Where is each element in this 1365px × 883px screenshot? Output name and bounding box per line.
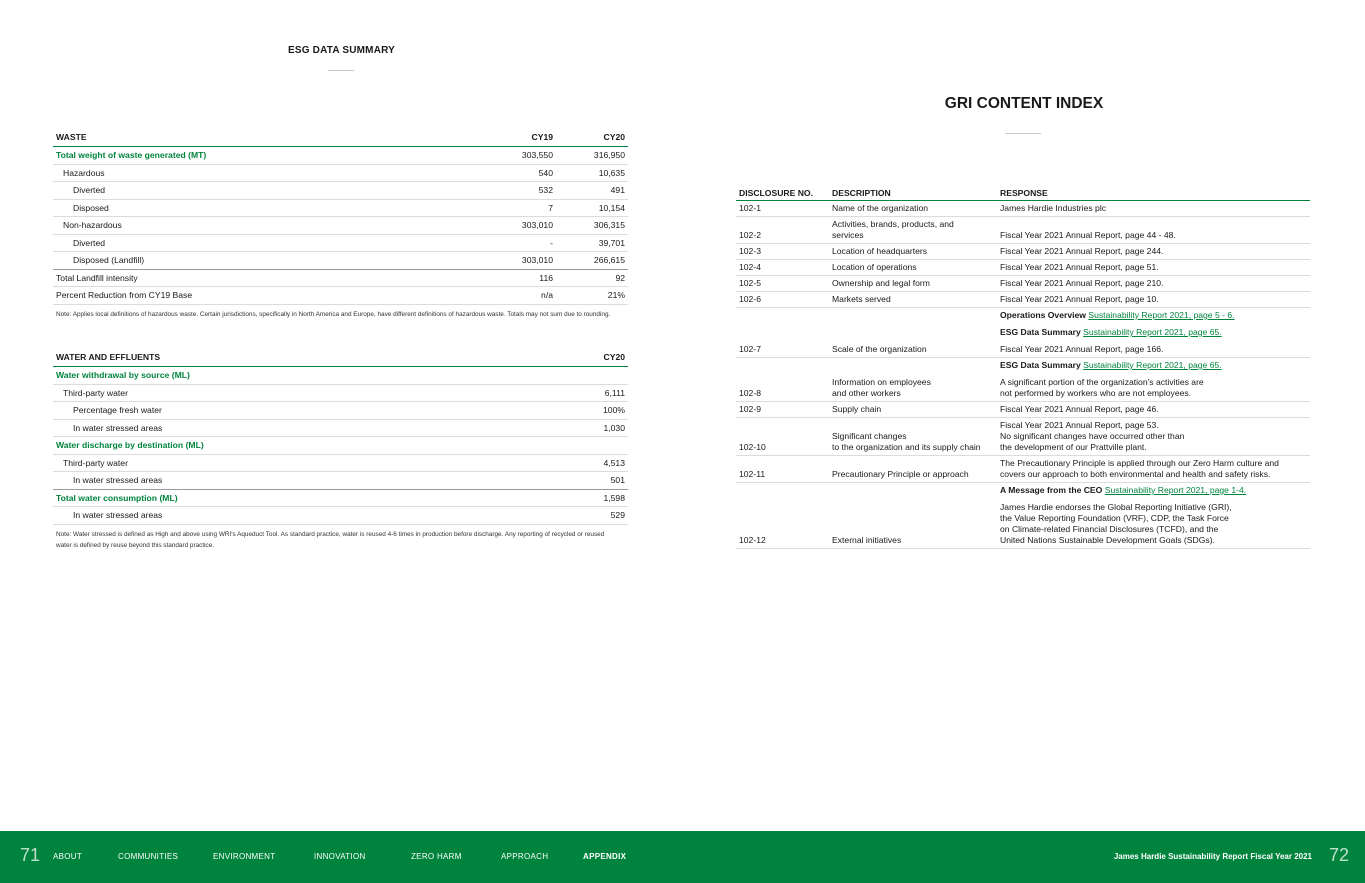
gri-response-line: No significant changes have occurred other than [1000, 431, 1185, 441]
nav-approach[interactable]: APPROACH [501, 852, 549, 861]
section-reference: Operations Overview [1000, 310, 1086, 320]
section-reference: ESG Data Summary [1000, 327, 1081, 337]
gri-row [736, 418, 1310, 456]
gri-response [997, 292, 1310, 308]
row-cy20: 501 [556, 472, 628, 490]
gri-response [997, 456, 1310, 483]
gri-table [736, 185, 1310, 549]
row-cy19: 303,010 [483, 252, 556, 270]
row-label: Total weight of waste generated (MT) [53, 147, 483, 165]
row-label: Disposed [53, 199, 483, 217]
gri-description-line: Precautionary Principle or approach [832, 469, 969, 479]
title-divider [328, 70, 354, 71]
row-label: Water discharge by destination (ML) [53, 437, 556, 455]
gri-description [829, 217, 997, 244]
gri-response-line: United Nations Sustainable Development Goals (SDGs). [1000, 535, 1215, 545]
row-cy20: 6,111 [556, 384, 628, 402]
waste-header-label: WASTE [56, 132, 87, 142]
gri-response-line: Fiscal Year 2021 Annual Report, page 53. [1000, 420, 1159, 430]
table-row [53, 472, 628, 490]
gri-response-line: A significant portion of the organization's activities are [1000, 377, 1204, 387]
gri-response-line [1000, 360, 1307, 371]
waste-header-row [53, 128, 628, 147]
gri-description-line: Significant changes [832, 431, 907, 441]
gri-disclosure-no: 102-8 [736, 358, 829, 402]
gri-response-line: James Hardie Industries plc [1000, 203, 1107, 213]
row-label: In water stressed areas [53, 472, 556, 490]
gri-response [997, 402, 1310, 418]
row-cy20: 1,598 [556, 489, 628, 507]
gri-row [736, 276, 1310, 292]
gri-description [829, 260, 997, 276]
gri-description-line: Ownership and legal form [832, 278, 930, 288]
footer-nav-bar [0, 831, 1365, 883]
row-cy19: 532 [483, 182, 556, 200]
nav-appendix[interactable]: APPENDIX [583, 852, 627, 861]
report-link[interactable]: Sustainability Report 2021, page 65. [1083, 360, 1222, 370]
gri-disclosure-no: 102-9 [736, 402, 829, 418]
row-cy20: 529 [556, 507, 628, 525]
gri-description [829, 358, 997, 402]
row-cy19: 540 [483, 164, 556, 182]
table-row [53, 217, 628, 235]
row-label: Diverted [53, 234, 483, 252]
table-row [53, 269, 628, 287]
gri-disclosure-no: 102-5 [736, 276, 829, 292]
table-row [53, 454, 628, 472]
table-row [53, 489, 628, 507]
table-row [53, 402, 628, 420]
gri-header-desc: DESCRIPTION [832, 187, 891, 198]
gri-response-line: Fiscal Year 2021 Annual Report, page 51. [1000, 262, 1159, 272]
gri-response [997, 201, 1310, 217]
gri-header-no: DISCLOSURE NO. [739, 187, 814, 198]
row-label: Disposed (Landfill) [53, 252, 483, 270]
gri-description [829, 402, 997, 418]
water-note: Note: Water stressed is defined as High and above using WRI's Aqueduct Tool. As standard practice, water is reused 4-6 times in production before discharge. Any reporting of recycled or reused water is defined by reuse beyond this standard practice. [56, 531, 605, 549]
gri-response [997, 276, 1310, 292]
table-row [53, 164, 628, 182]
row-cy20: 10,635 [556, 164, 628, 182]
gri-description-line: to the organization and its supply chain [832, 442, 981, 452]
gri-response-line: Fiscal Year 2021 Annual Report, page 244. [1000, 246, 1164, 256]
gri-description [829, 418, 997, 456]
row-label: Non-hazardous [53, 217, 483, 235]
table-row [53, 234, 628, 252]
row-label: Percentage fresh water [53, 402, 556, 420]
nav-about[interactable]: ABOUT [53, 852, 83, 861]
table-row [53, 437, 628, 455]
gri-response-line: Fiscal Year 2021 Annual Report, page 166. [1000, 344, 1164, 354]
nav-innovation[interactable]: INNOVATION [314, 852, 366, 861]
gri-disclosure-no: 102-11 [736, 456, 829, 483]
row-cy20: 4,513 [556, 454, 628, 472]
gri-response-line: not performed by workers who are not employees. [1000, 388, 1192, 398]
row-label: Total Landfill intensity [53, 269, 483, 287]
nav-zero-harm[interactable]: ZERO HARM [411, 852, 462, 861]
table-row [53, 182, 628, 200]
gri-description-line: services [832, 230, 864, 240]
waste-note: Note: Applies local definitions of hazardous waste. Certain jurisdictions, specifically in North America and Europe, have different definitions of hazardous waste. Totals may not sum due to rounding. [56, 311, 611, 318]
gri-response-line: James Hardie endorses the Global Reporting Initiative (GRI), [1000, 502, 1232, 512]
water-header-cy20: CY20 [603, 352, 625, 362]
gri-header-resp: RESPONSE [1000, 187, 1048, 198]
row-cy19: - [483, 234, 556, 252]
row-cy20: 266,615 [556, 252, 628, 270]
table-row [53, 147, 628, 165]
gri-row [736, 483, 1310, 549]
gri-disclosure-no: 102-12 [736, 483, 829, 549]
gri-row [736, 244, 1310, 260]
row-cy20 [556, 367, 628, 385]
row-label: Hazardous [53, 164, 483, 182]
gri-description [829, 276, 997, 292]
gri-header-row [736, 185, 1310, 201]
gri-response [997, 217, 1310, 244]
gri-body [736, 201, 1310, 549]
gri-row [736, 292, 1310, 308]
gri-description-line: Information on employees [832, 377, 931, 387]
waste-header-cy19: CY19 [531, 132, 553, 142]
gri-response-line: covers our approach to both environmental and health and safety risks. [1000, 469, 1271, 479]
row-label: In water stressed areas [53, 507, 556, 525]
gri-description [829, 292, 997, 308]
row-cy20: 100% [556, 402, 628, 420]
table-row [53, 287, 628, 305]
row-label: Third-party water [53, 384, 556, 402]
gri-response-line [1000, 485, 1307, 496]
gri-row [736, 358, 1310, 402]
gri-response-line: Fiscal Year 2021 Annual Report, page 46. [1000, 404, 1159, 414]
gri-description [829, 244, 997, 260]
table-row [53, 199, 628, 217]
row-cy20: 10,154 [556, 199, 628, 217]
gri-disclosure-no: 102-1 [736, 201, 829, 217]
esg-summary-title: ESG DATA SUMMARY [287, 45, 396, 56]
gri-disclosure-no: 102-10 [736, 418, 829, 456]
row-cy19: 303,010 [483, 217, 556, 235]
waste-table [53, 128, 628, 305]
row-cy20: 306,315 [556, 217, 628, 235]
row-cy19: 7 [483, 199, 556, 217]
row-cy19: 116 [483, 269, 556, 287]
gri-description [829, 308, 997, 358]
gri-row [736, 260, 1310, 276]
gri-description [829, 201, 997, 217]
gri-response-line: on Climate-related Financial Disclosures (TCFD), and the [1000, 524, 1219, 534]
water-header-row [53, 348, 628, 367]
gri-response [997, 418, 1310, 456]
row-label: Percent Reduction from CY19 Base [53, 287, 483, 305]
table-row [53, 419, 628, 437]
report-title: James Hardie Sustainability Report Fiscal Year 2021 [1113, 852, 1312, 861]
gri-response-line [1000, 310, 1307, 321]
gri-row [736, 402, 1310, 418]
report-link[interactable]: Sustainability Report 2021, page 1-4. [1104, 485, 1247, 495]
row-cy20: 39,701 [556, 234, 628, 252]
water-header-label: WATER AND EFFLUENTS [56, 352, 161, 362]
gri-response [997, 244, 1310, 260]
gri-disclosure-no: 102-2 [736, 217, 829, 244]
gri-row [736, 201, 1310, 217]
gri-row [736, 308, 1310, 358]
gri-response [997, 358, 1310, 402]
row-label: Total water consumption (ML) [53, 489, 556, 507]
row-label: Third-party water [53, 454, 556, 472]
section-reference: ESG Data Summary [1000, 360, 1081, 370]
row-cy20: 21% [556, 287, 628, 305]
water-table [53, 348, 628, 525]
row-cy20: 1,030 [556, 419, 628, 437]
gri-description-line: Supply chain [832, 404, 882, 414]
gri-disclosure-no: 102-7 [736, 308, 829, 358]
report-link[interactable]: Sustainability Report 2021, page 65. [1083, 327, 1222, 337]
gri-disclosure-no: 102-6 [736, 292, 829, 308]
gri-response [997, 260, 1310, 276]
report-link[interactable]: Sustainability Report 2021, page 5 - 6. [1088, 310, 1235, 320]
row-label: Diverted [53, 182, 483, 200]
table-row [53, 367, 628, 385]
gri-row [736, 217, 1310, 244]
row-cy19: 303,550 [483, 147, 556, 165]
nav-communities[interactable]: COMMUNITIES [118, 852, 179, 861]
gri-description-line: Scale of the organization [832, 344, 927, 354]
gri-response [997, 308, 1310, 358]
nav-environment[interactable]: ENVIRONMENT [213, 852, 276, 861]
table-row [53, 507, 628, 525]
row-cy20: 316,950 [556, 147, 628, 165]
gri-response-line: Fiscal Year 2021 Annual Report, page 10. [1000, 294, 1159, 304]
table-row [53, 384, 628, 402]
page-number-left: 71 [20, 845, 41, 865]
table-row [53, 252, 628, 270]
gri-description-line: Name of the organization [832, 203, 929, 213]
gri-description [829, 456, 997, 483]
gri-description-line: Markets served [832, 294, 891, 304]
gri-response-line: the Value Reporting Foundation (VRF), CDP, the Task Force [1000, 513, 1229, 523]
gri-response-line: Fiscal Year 2021 Annual Report, page 210. [1000, 278, 1164, 288]
page-number-right: 72 [1328, 845, 1349, 865]
gri-index-title: GRI CONTENT INDEX [944, 95, 1104, 112]
gri-description-line: Activities, brands, products, and [832, 219, 954, 229]
gri-disclosure-no: 102-3 [736, 244, 829, 260]
gri-row [736, 456, 1310, 483]
gri-response [997, 483, 1310, 549]
row-label: In water stressed areas [53, 419, 556, 437]
gri-response-line: Fiscal Year 2021 Annual Report, page 44 - 48. [1000, 230, 1176, 240]
row-label: Water withdrawal by source (ML) [53, 367, 556, 385]
row-cy20: 491 [556, 182, 628, 200]
waste-header-cy20: CY20 [603, 132, 625, 142]
row-cy20: 92 [556, 269, 628, 287]
gri-response-line: The Precautionary Principle is applied through our Zero Harm culture and [1000, 458, 1279, 468]
gri-description-line: External initiatives [832, 535, 902, 545]
gri-description [829, 483, 997, 549]
gri-response-line [1000, 327, 1307, 338]
gri-response-line: the development of our Prattville plant. [1000, 442, 1147, 452]
row-cy20 [556, 437, 628, 455]
gri-disclosure-no: 102-4 [736, 260, 829, 276]
gri-description-line: Location of headquarters [832, 246, 928, 256]
gri-description-line: and other workers [832, 388, 901, 398]
gri-description-line: Location of operations [832, 262, 917, 272]
section-reference: A Message from the CEO [1000, 485, 1103, 495]
gri-title-divider [1005, 133, 1041, 134]
row-cy19: n/a [483, 287, 556, 305]
